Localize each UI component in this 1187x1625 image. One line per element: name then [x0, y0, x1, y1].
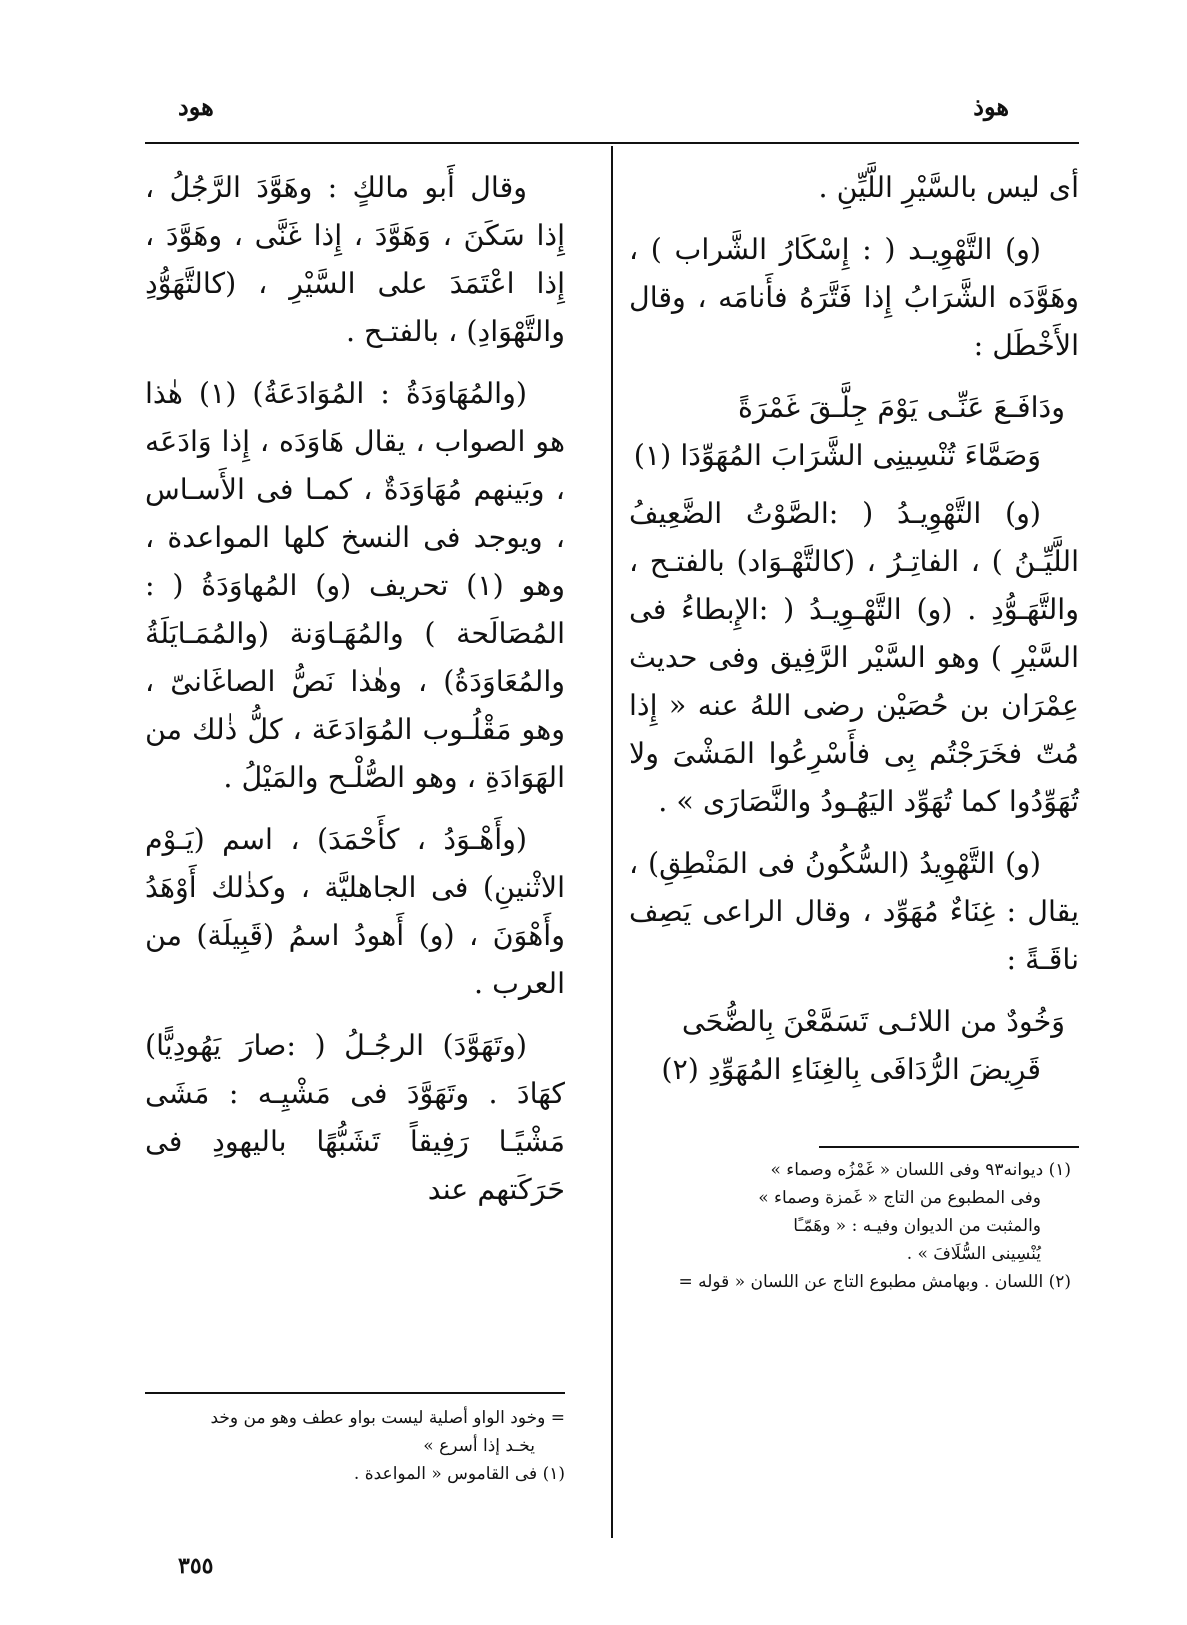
right-para-2: (و) التَّهْوِيـد ( : إِسْكَارُ الشَّراب ) ، وهَوَّدَه الشَّرَابُ إِذا فَتَّرَهُ فأَنامَه ، وقال الأَخْطَل : — [629, 233, 1079, 362]
left-para-4: (وتَهَوَّدَ) الرجُـلُ ( :صارَ يَهُودِيًّا) كهَادَ . وتَهَوَّدَ فى مَشْيِـه : مَشَى مَشْيًـا رَفِيقاً تَشَبُّهًا باليهودِ فى حَرَكَتهم عند — [145, 1029, 565, 1206]
left-column — [145, 164, 565, 1228]
left-para-1: وقال أَبو مالكٍ : وهَوَّدَ الرَّجُلُ ، إِذا سَكَنَ ، وَهَوَّدَ ، إِذا غَنَّى ، وهَوَّدَ ، إِذا اعْتَمَدَ على السَّيْرِ ، (كالتَّهَوُّدِ والتَّهْوَادِ) ، بالفتـح . — [145, 171, 565, 348]
right-column — [629, 164, 1079, 1104]
verse-akhtal — [629, 384, 1079, 480]
right-para-3: (و) التَّهْوِيـدُ ( :الصَّوْتُ الضَّعِيفُ اللَّيِّـنُ ) ، الفاتِـرُ ، (كالتَّهْـوَاد) بالفتـح ، والتَّهَـوُّدِ . (و) التَّهْـوِيـدُ ( :الإِبطاءُ فى السَّيْرِ ) وهو السَّيْر الرَّفِيق وفى حديث عِمْرَان بن حُصَيْن رضى اللهُ عنه « إِذا مُتّ فخَرَجْتُم بِى فأَسْرِعُوا المَشْىَ ولا تُهَوِّدُوا كما تُهَوِّد اليَهُـودُ والنَّصَارَى » . — [629, 497, 1079, 818]
left-para-2: (والمُهَاوَدَةُ : المُوَادَعَةُ) (١) هٰذا هو الصواب ، يقال هَاوَدَه ، إِذا وَادَعَه ، وبَينهم مُهَاوَدَةٌ ، كمـا فى الأَسـاس ، ويوجد فى النسخ كلها المواعدة ، وهو (١) تحريف (و) المُهاوَدَةُ ( : المُصَالَحة ) والمُهَـاوَنة (والمُمَـايَلَةُ والمُعَاوَدَةُ) ، وهٰذا نَصُّ الصاغَانىّ ، وهو مَقْلُـوب المُوَادَعَة ، كلُّ ذٰلك من الهَوَادَةِ ، وهو الصُّلْـح والمَيْلُ . — [145, 377, 565, 794]
right-para-4: (و) التَّهْوِيدُ (السُّكُونُ فى المَنْطِقِ) ، يقال : غِنَاءٌ مُهَوِّد ، وقال الراعى يَصِف ناقَـةً : — [629, 847, 1079, 976]
header-rule — [145, 142, 1079, 144]
footnote-1-line-4: يُنْسِينى السُّلَافَ » . — [906, 1244, 1041, 1264]
footnote-continuation-line-2: يخـد إذا أسرع » — [423, 1436, 535, 1456]
footnotes-left — [145, 1404, 565, 1488]
footnote-left-1: (١) فى القاموس « المواعدة . — [353, 1464, 565, 1484]
column-divider — [611, 146, 613, 1538]
footnote-2: (٢) اللسان . وبهامش مطبوع التاج عن اللسان « قوله = — [678, 1272, 1071, 1292]
running-header-right: هوذ — [973, 92, 1009, 121]
footnotes-right — [631, 1156, 1071, 1296]
running-header-left: هود — [178, 92, 214, 121]
footnote-continuation-line-1: = وخود الواو أصلية ليست بواو عطف وهو من وخد — [210, 1408, 565, 1428]
verse-akhtal-line-2: وَصَمَّاءَ تُنْسِينِى الشَّرَابَ المُهَوِّدَا (١) — [633, 439, 1041, 472]
verse-rai-line-2: قَرِيضَ الرُّدَافَى بِالغِنَاءِ المُهَوِّدِ (٢) — [661, 1053, 1041, 1086]
footnote-1-line-3: والمثبت من الديوان وفيـه : « وهَمّـًا — [793, 1216, 1041, 1236]
footnote-1-line-1: (١) ديوانه٩٣ وفى اللسان « غَمْزُه وصماء » — [770, 1160, 1071, 1180]
right-para-1: أى ليس بالسَّيْرِ اللَّيِّنِ . — [818, 171, 1079, 204]
footnote-rule-right — [819, 1146, 1079, 1148]
left-para-3: (وأَهْـوَدُ ، كأَحْمَدَ) ، اسم (يَـوْم الاثْنينِ) فى الجاهليَّة ، وكذٰلك أَوْهَدُ وأَهْوَنَ ، (و) أَهودُ اسمُ (قَبِيلَة) من العرب . — [145, 823, 565, 1000]
verse-rai — [629, 998, 1079, 1094]
footnote-rule-left — [145, 1392, 565, 1394]
verse-akhtal-line-1: ودَافَـعَ عَنِّـى يَوْمَ جِلَّـقَ غَمْرَةً — [738, 391, 1065, 424]
verse-rai-line-1: وَخُودٌ من اللائـى تَسَمَّعْنَ بِالضُّحَى — [681, 1005, 1065, 1038]
page-number: ٣٥٥ — [178, 1553, 214, 1579]
footnote-1-line-2: وفى المطبوع من التاج « غَمزة وصماء » — [758, 1188, 1041, 1208]
